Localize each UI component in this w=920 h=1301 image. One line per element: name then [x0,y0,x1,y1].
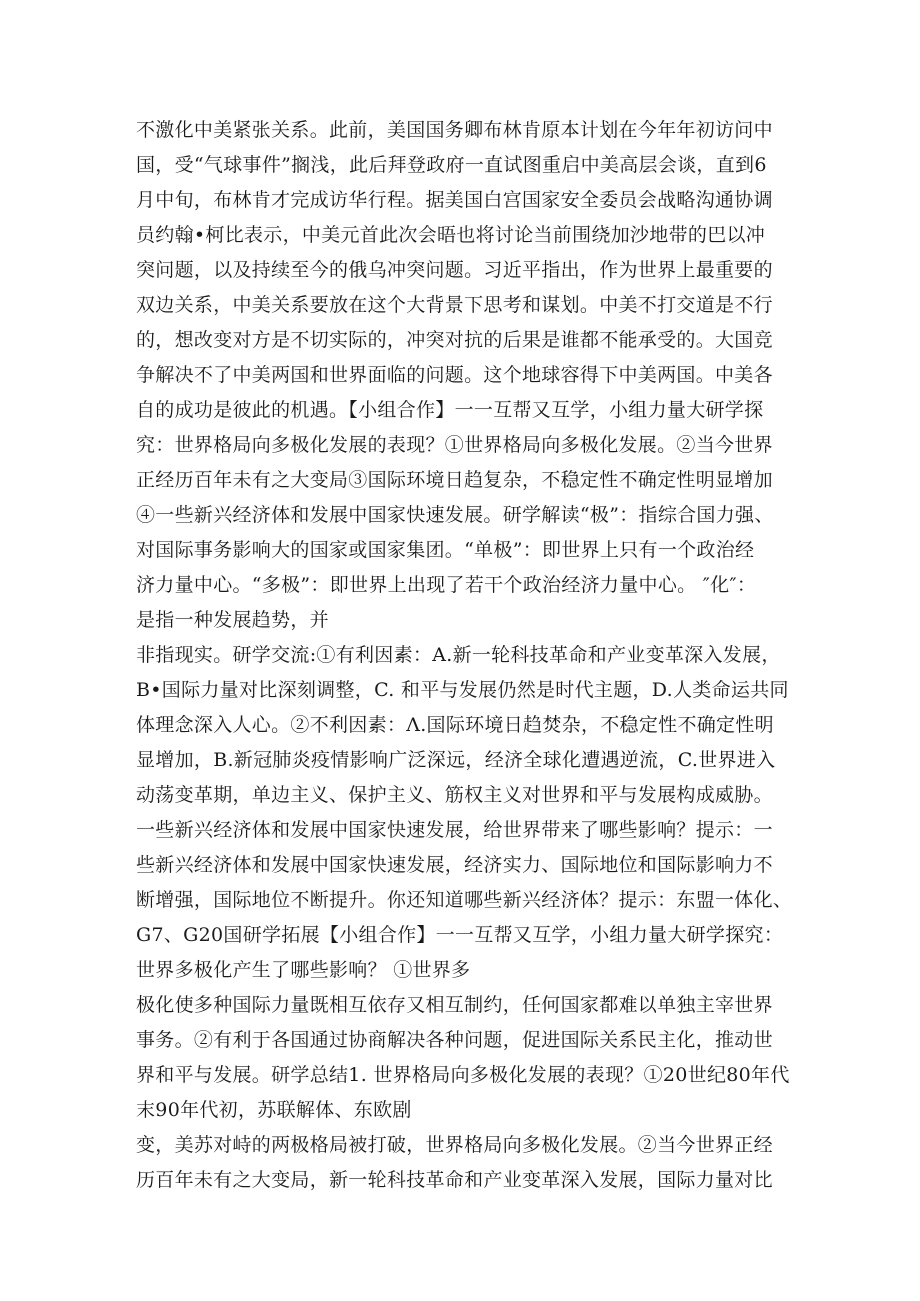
text-line: 是指一种发展趋势，并 [136,609,330,631]
text-line: 极化使多种国际力量既相互依存又相互制约，任何国家都难以单独主宰世界 [136,994,773,1016]
text-line: 究：世界格局向多极化发展的表现？①世界格局向多极化发展。②当今世界 [136,434,773,456]
text-line: 变，美苏对峙的两极格局被打破，世界格局向多极化发展。②当今世界正经 [136,1134,773,1156]
text-line: 界和平与发展。研学总结1. 世界格局向多极化发展的表现？①20世纪80年代 [136,1064,790,1086]
text-line: 世界多极化产生了哪些影响？ ①世界多 [136,959,471,981]
text-line: ④一些新兴经济体和发展中国家快速发展。研学解读“极”：指综合国力强、 [136,504,774,526]
text-line: 国，受“气球事件”搁浅，此后拜登政府一直试图重启中美高层会谈，直到6 [136,154,767,176]
text-line: 断增强，国际地位不断提升。你还知道哪些新兴经济体？提示：东盟一体化、 [136,889,793,911]
text-line: G7、G20国研学拓展【小组合作】一一互帮又互学，小组力量大研学探究： [136,924,784,946]
text-line: 事务。②有利于各国通过协商解决各种问题，促进国际关系民主化，推动世 [136,1029,773,1051]
text-line: 正经历百年未有之大变局③国际环境日趋复杂，不稳定性不确定性明显增加 [136,469,773,491]
text-line: 突问题，以及持续至今的俄乌冲突问题。习近平指出，作为世界上最重要的 [136,259,773,281]
text-line: 非指现实。研学交流:①有利因素：A.新一轮科技革命和产业变革深入发展， [136,644,781,666]
text-line: 历百年未有之大变局，新一轮科技革命和产业变革深入发展，国际力量对比 [136,1169,773,1191]
text-line: 员约翰•柯比表示，中美元首此次会晤也将讨论当前围绕加沙地带的巴以冲 [136,224,766,246]
text-line: 双边关系，中美关系要放在这个大背景下思考和谋划。中美不打交道是不行 [136,294,773,316]
text-line: 一些新兴经济体和发展中国家快速发展，给世界带来了哪些影响？提示：一 [136,819,773,841]
text-line: 月中旬，布林肯才完成访华行程。据美国白宫国家安全委员会战略沟通协调 [136,189,773,211]
text-line: 体理念深入人心。②不利因素：Λ.国际环境日趋焚杂，不稳定性不确定性明 [136,714,774,736]
text-line: 末90年代初，苏联解体、东欧剧 [136,1099,412,1121]
text-line: B•国际力量对比深刻调整，C. 和平与发展仍然是时代主题，D.人类命运共同 [136,679,789,701]
text-line: 动荡变革期，单边主义、保护主义、筋权主义对世界和平与发展构成威胁。 [136,784,773,806]
text-line: 济力量中心。“多极”：即世界上出现了若干个政治经济力量中心。 ″化″： [136,574,757,596]
text-line: 争解决不了中美两国和世界面临的问题。这个地球容得下中美两国。中美各 [136,364,773,386]
text-line: 对国际事务影响大的国家或国家集团。“单极”：即世界上只有一个政治经 [136,539,755,561]
text-line: 些新兴经济体和发展中国家快速发展，经济实力、国际地位和国际影响力不 [136,854,773,876]
text-line: 的，想改变对方是不切实际的，冲突对抗的后果是谁都不能承受的。大国竞 [136,329,773,351]
text-line: 自的成功是彼此的机遇。【小组合作】一一互帮又互学，小组力量大研学探 [136,399,764,421]
text-line: 显增加，B.新冠肺炎疫情影响广泛深远，经济全球化遭遇逆流，C.世界进入 [136,749,776,771]
text-line: 不激化中美紧张关系。此前，美国国务卿布林肯原本计划在今年年初访问中 [136,119,773,141]
